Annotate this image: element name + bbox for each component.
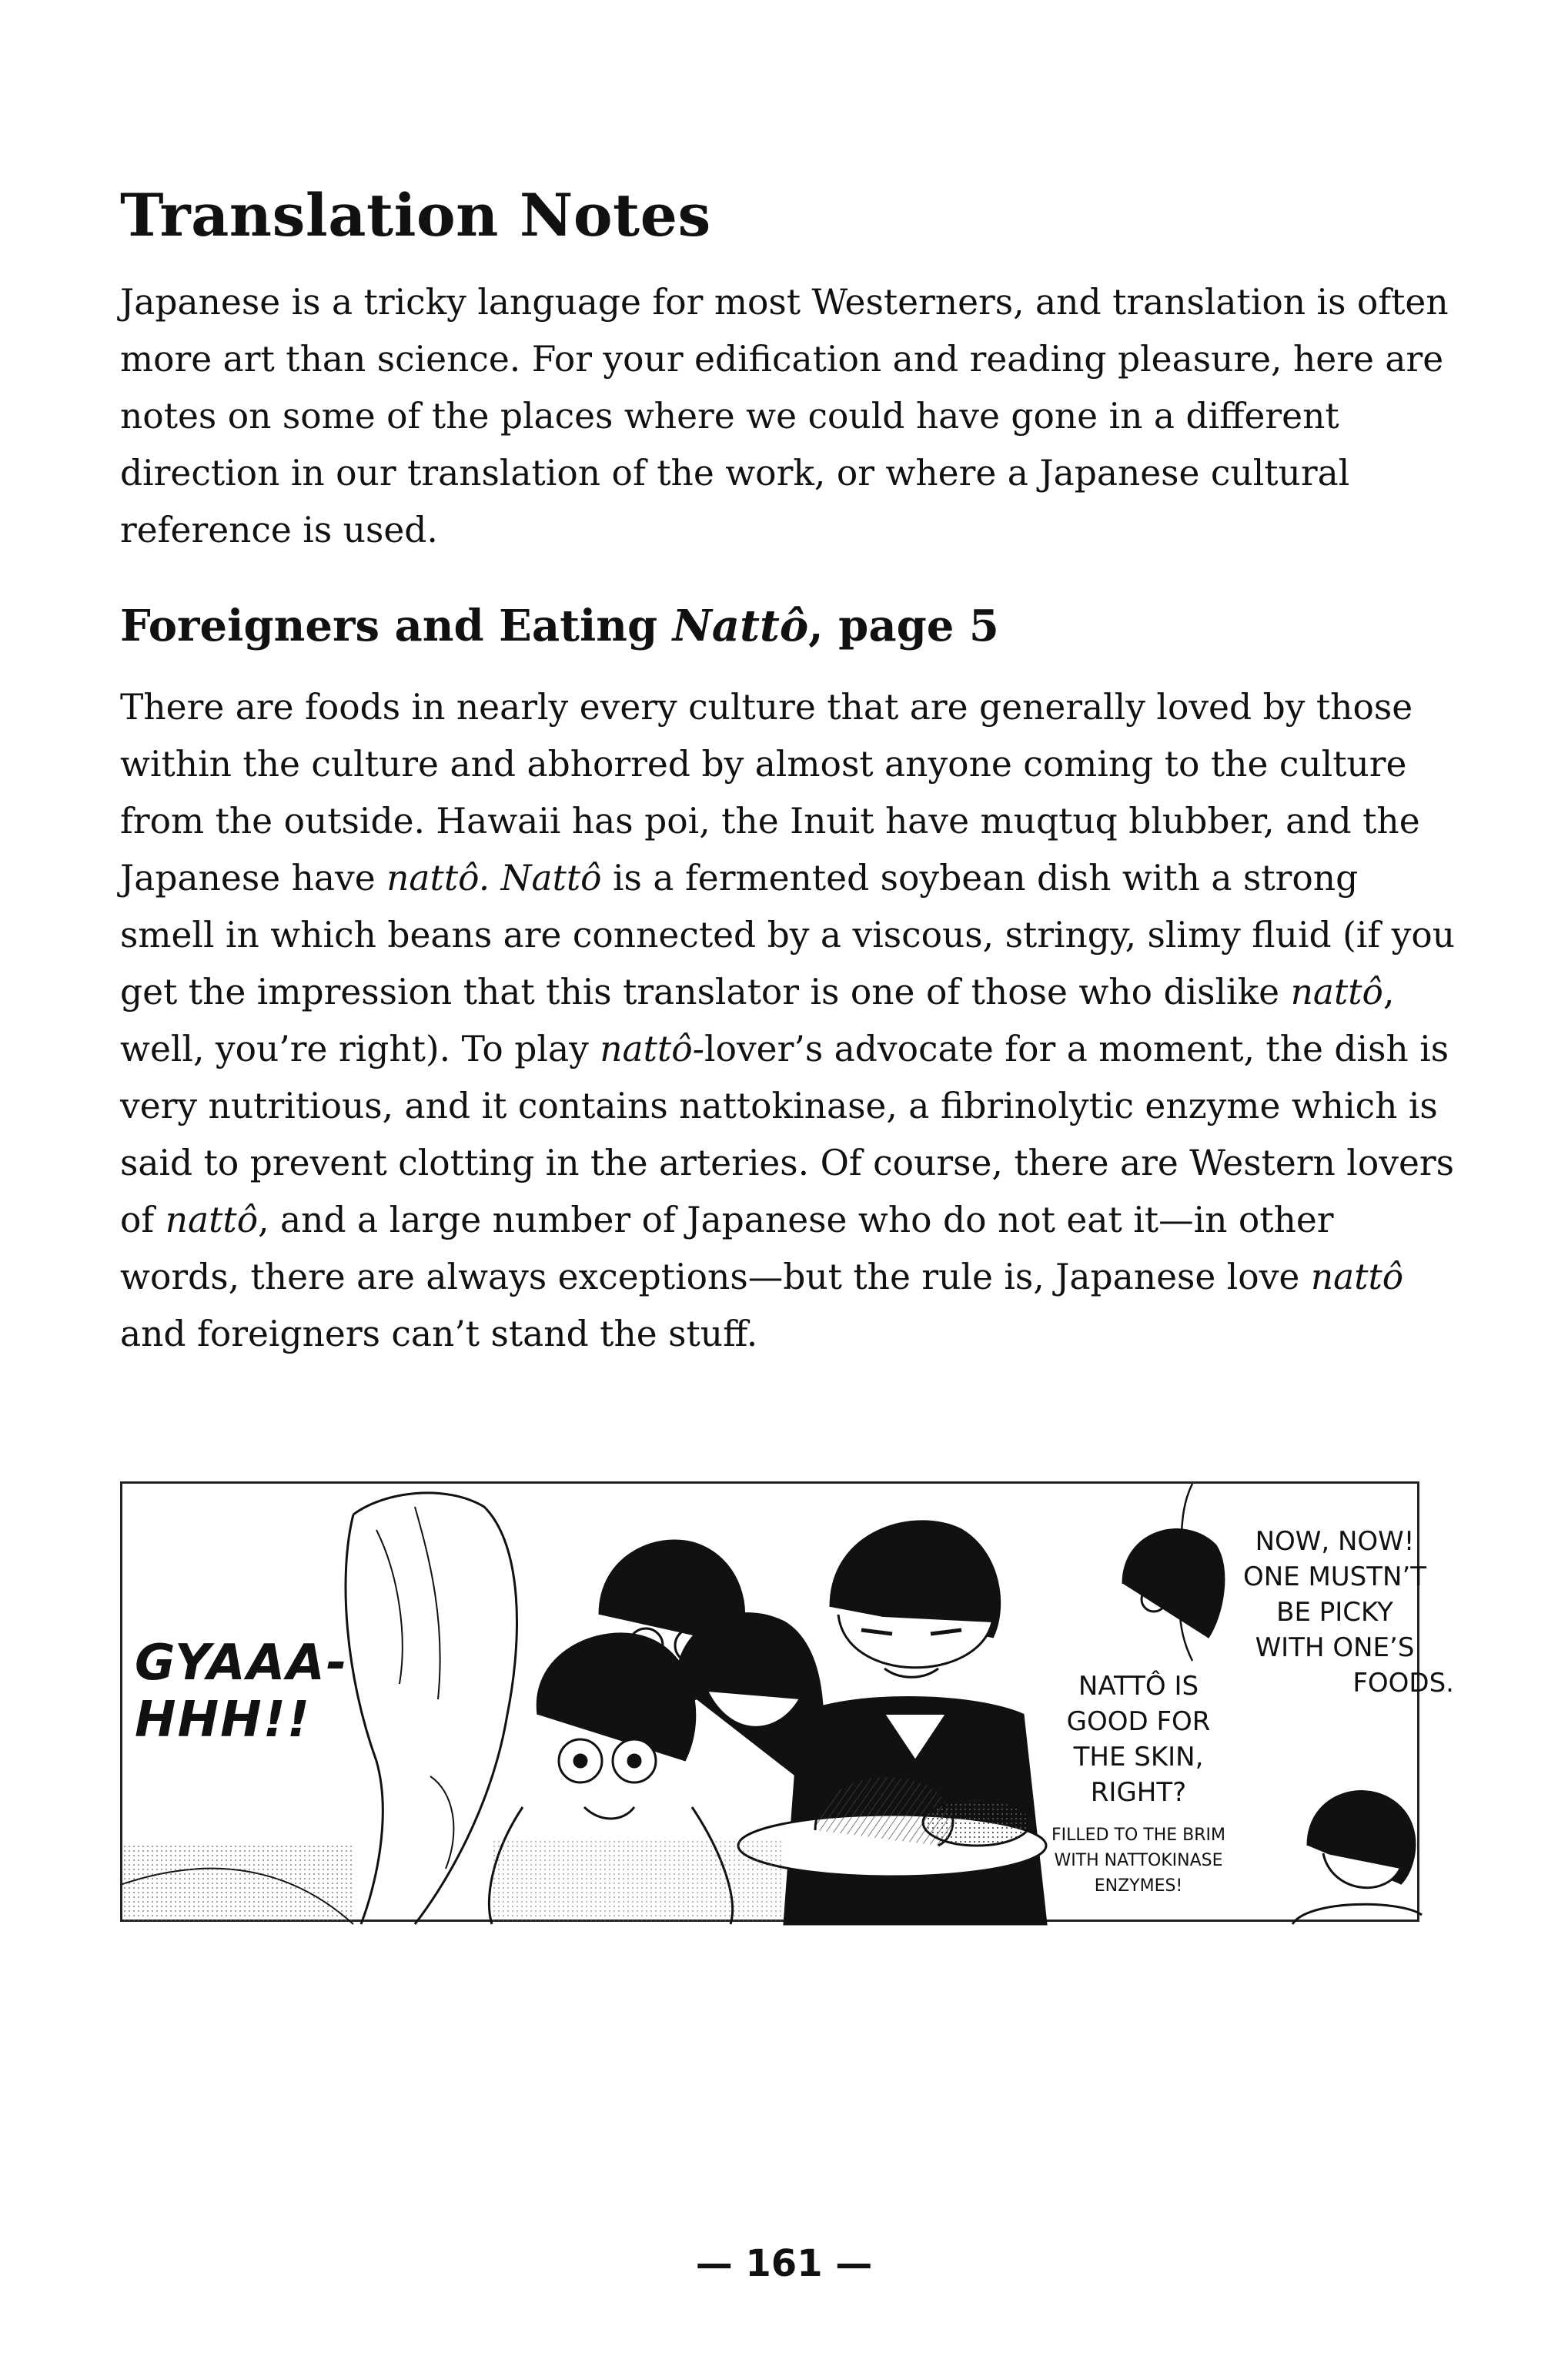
- sfx-line: GYAAA-: [135, 1635, 349, 1692]
- balloon-line: WITH NATTOKINASE: [1054, 1851, 1223, 1870]
- body-text-run: , and a large number of Japanese who do not eat it—in other words, there are always exceptions—but the rule is, Japanese love: [120, 1200, 1334, 1297]
- balloon-line: THE SKIN,: [1073, 1742, 1204, 1772]
- speech-balloon-natto-skin: [1023, 1669, 1254, 1810]
- body-text-run: There are foods in nearly every culture that are generally loved by those within the culture and abhorred by almost anyone coming to the culture from the outside. Hawaii has poi, the Inuit have muqtuq blubber, and the Japanese have: [120, 687, 1420, 899]
- sfx-scream: [135, 1635, 348, 1749]
- balloon-line: RIGHT?: [1090, 1777, 1187, 1808]
- heading-italic-term: Nattô: [672, 601, 809, 651]
- balloon-line: NOW, NOW!: [1255, 1526, 1415, 1557]
- balloon-line: WITH ONE’S: [1255, 1632, 1415, 1663]
- speech-balloon-enzymes: [1023, 1822, 1254, 1899]
- manga-panel: [120, 1481, 1454, 1922]
- heading-text: Foreigners and Eating: [120, 601, 673, 651]
- balloon-line: FILLED TO THE BRIM: [1051, 1826, 1225, 1845]
- intro-paragraph: Japanese is a tricky language for most Westerners, and translation is often more art than science. For your edification and reading pleasure, here are notes on some of the places where we could have gone in a different direction in our translation of the work, or where a Japanese cultural reference is used.: [120, 282, 1449, 551]
- body-text-run: , well, you’re right). To play: [120, 972, 1395, 1069]
- italic-term: nattô: [1310, 1257, 1404, 1297]
- balloon-line: NATTÔ IS: [1078, 1671, 1199, 1702]
- italic-term: nattô: [165, 1200, 259, 1240]
- balloon-line: ONE MUSTN’T: [1242, 1561, 1427, 1592]
- section-body: [120, 679, 1459, 1363]
- heading-page-ref: , page 5: [808, 601, 999, 651]
- balloon-line: FOODS.: [1352, 1668, 1454, 1699]
- italic-term: nattô: [1290, 972, 1383, 1012]
- balloon-line: BE PICKY: [1276, 1597, 1393, 1628]
- italic-term: nattô-: [600, 1029, 705, 1069]
- page-number: — 161 —: [695, 2242, 873, 2285]
- section-heading: [120, 601, 999, 652]
- body-text-run: and foreigners can’t stand the stuff.: [120, 1314, 758, 1354]
- sfx-line: HHH!!: [135, 1692, 312, 1749]
- body-text-run: lover’s advocate for a moment, the dish is very nutritious, and it contains nattokinase, a fibrinolytic enzyme which is said to prevent clotting in the arteries. Of course, there are Western lovers of: [120, 1029, 1454, 1240]
- balloon-line: ENZYMES!: [1094, 1876, 1183, 1896]
- page-title: Translation Notes: [120, 181, 711, 249]
- italic-term: nattô. Nattô: [386, 858, 602, 899]
- body-text-run: is a fermented soybean dish with a strong smell in which beans are connected by a viscous, stringy, slimy fluid (if you get the impression that this translator is one of those who dislike: [120, 858, 1456, 1012]
- balloon-line: GOOD FOR: [1066, 1706, 1211, 1737]
